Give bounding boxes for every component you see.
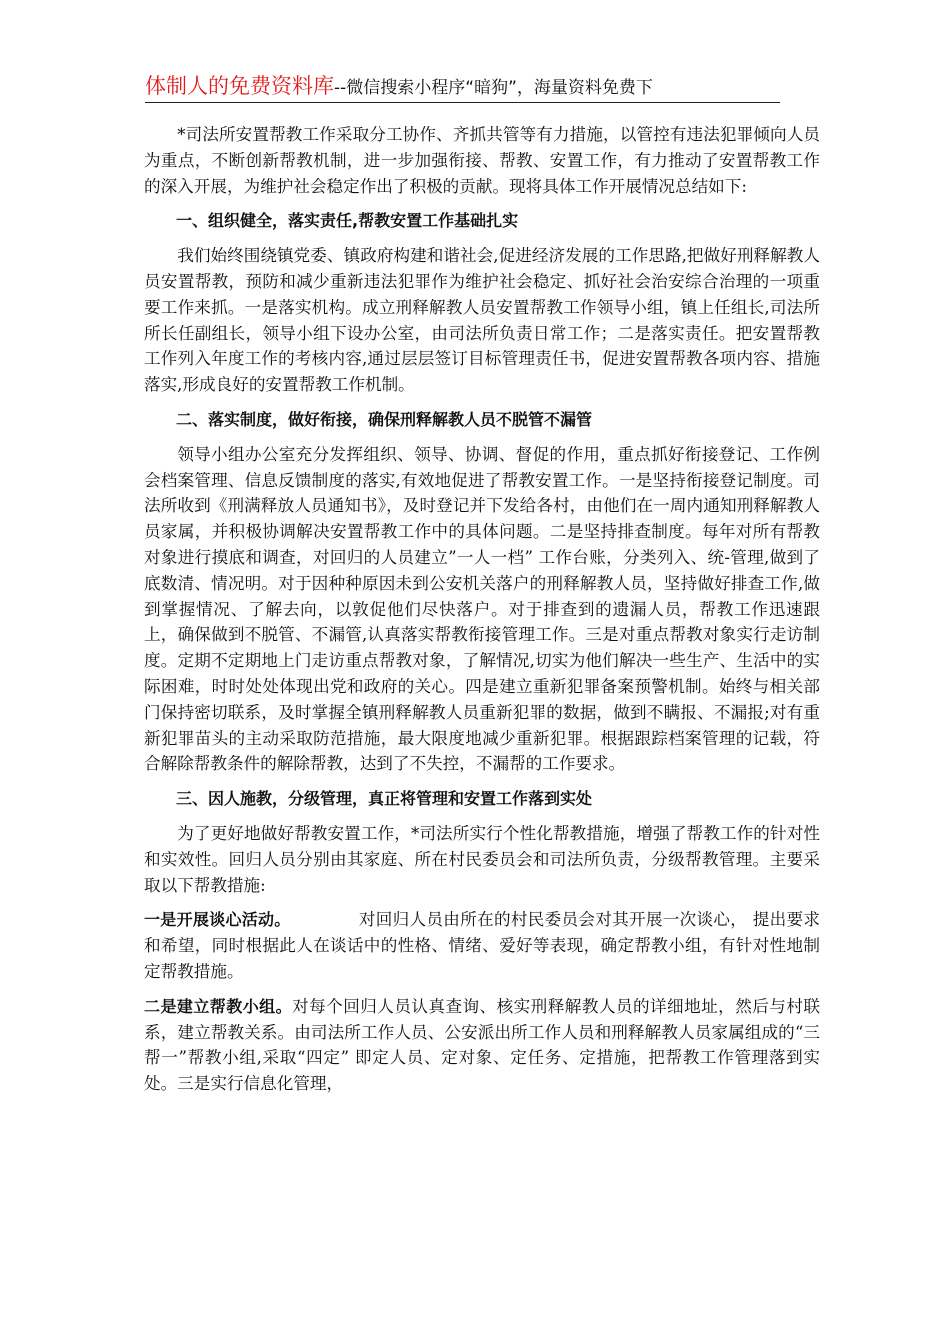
measure-1-body: 对回归人员由所在的村民委员会对其开展一次谈心， 提出要求和希望，同时根据此人在谈话中的性格、情绪、爱好等表现，确定帮教小组，有针对性地制定帮教措施。 [144, 910, 820, 981]
header-brand: 体制人的免费资料库 [145, 74, 334, 98]
section-3-paragraph: 为了更好地做好帮教安置工作，*司法所实行个性化帮教措施，增强了帮教工作的针对性和实效性。回归人员分别由其家庭、所在村民委员会和司法所负责，分级帮教管理。主要采取以下帮教措施: [144, 823, 820, 895]
section-3-heading: 三、因人施教，分级管理，真正将管理和安置工作落到实处 [176, 789, 593, 809]
section-2-paragraph: 领导小组办公室充分发挥组织、领导、协调、督促的作用，重点抓好衔接登记、工作例会档案管理、信息反馈制度的落实,有效地促进了帮教安置工作。一是坚持衔接登记制度。司法所收到《刑满释放人员通知书》，及时登记并下发给各村，由他们在一周内通知刑释解教人员家属，并积极协调解决安置帮教工作中的具体问题。二是坚持排查制度。每年对所有帮教对象进行摸底和调查，对回归的人员建立”一人一档” 工作台账，分类列入、统-管理,做到了底数清、情况明。对于因种种原因未到公安机关落户的刑释解教人员，坚持做好排查工作,做到掌握情况、了解去向，以敦促他们尽快落户。对于排查到的遗漏人员，帮教工作迅速跟上，确保做到不脱管、不漏管,认真落实帮教衔接管理工作。三是对重点帮教对象实行走访制度。定期不定期地上门走访重点帮教对象，了解情况,切实为他们解决一些生产、生活中的实际困难，时时处处体现出党和政府的关心。四是建立重新犯罪备案预警机制。始终与相关部门保持密切联系，及时掌握全镇刑释解教人员重新犯罪的数据，做到不瞒报、不漏报;对有重新犯罪苗头的主动采取防范措施，最大限度地减少重新犯罪。根据跟踪档案管理的记载，符合解除帮教条件的解除帮教，达到了不失控，不漏帮的工作要求。 [144, 444, 820, 774]
document-body [144, 122, 820, 1106]
measure-2-title: 二是建立帮教小组。 [144, 996, 293, 1016]
measure-1-paragraph [144, 907, 820, 984]
header-tagline: --微信搜索小程序“暗狗”，海量资料免费下 [334, 78, 653, 98]
section-1-heading: 一、组织健全，落实责任,帮教安置工作基础扎实 [176, 211, 519, 231]
page-header [145, 70, 780, 103]
measure-2-body: 对每个回归人员认真查询、核实刑释解教人员的详细地址，然后与村联系，建立帮教关系。由司法所工作人员、公安派出所工作人员和刑释解教人员家属组成的“三帮一”帮教小组,采取“四定” 即定人员、定对象、定任务、定措施，把帮教工作管理落到实处。三是实行信息化管理， [144, 996, 820, 1094]
section-2-heading: 二、落实制度，做好衔接，确保刑释解教人员不脱管不漏管 [176, 409, 593, 429]
measure-2-paragraph [144, 994, 820, 1097]
section-1-paragraph: 我们始终围绕镇党委、镇政府构建和谐社会,促进经济发展的工作思路,把做好刑释解教人员安置帮教，预防和减少重新违法犯罪作为维护社会稳定、抓好社会治安综合治理的一项重要工作来抓。一是落实机构。成立刑释解教人员安置帮教工作领导小组，镇上任组长,司法所所长任副组长，领导小组下设办公室，由司法所负责日常工作；二是落实责任。把安置帮教工作列入年度工作的考核内容,通过层层签订目标管理责任书，促进安置帮教各项内容、措施落实,形成良好的安置帮教工作机制。 [144, 246, 820, 395]
measure-1-title: 一是开展谈心活动。 [144, 910, 291, 930]
intro-paragraph: *司法所安置帮教工作采取分工协作、齐抓共管等有力措施，以管控有违法犯罪倾向人员为重点，不断创新帮教机制，进一步加强衔接、帮教、安置工作，有力推动了安置帮教工作的深入开展，为维护社会稳定作出了积极的贡献。现将具体工作开展情况总结如下: [144, 125, 820, 196]
